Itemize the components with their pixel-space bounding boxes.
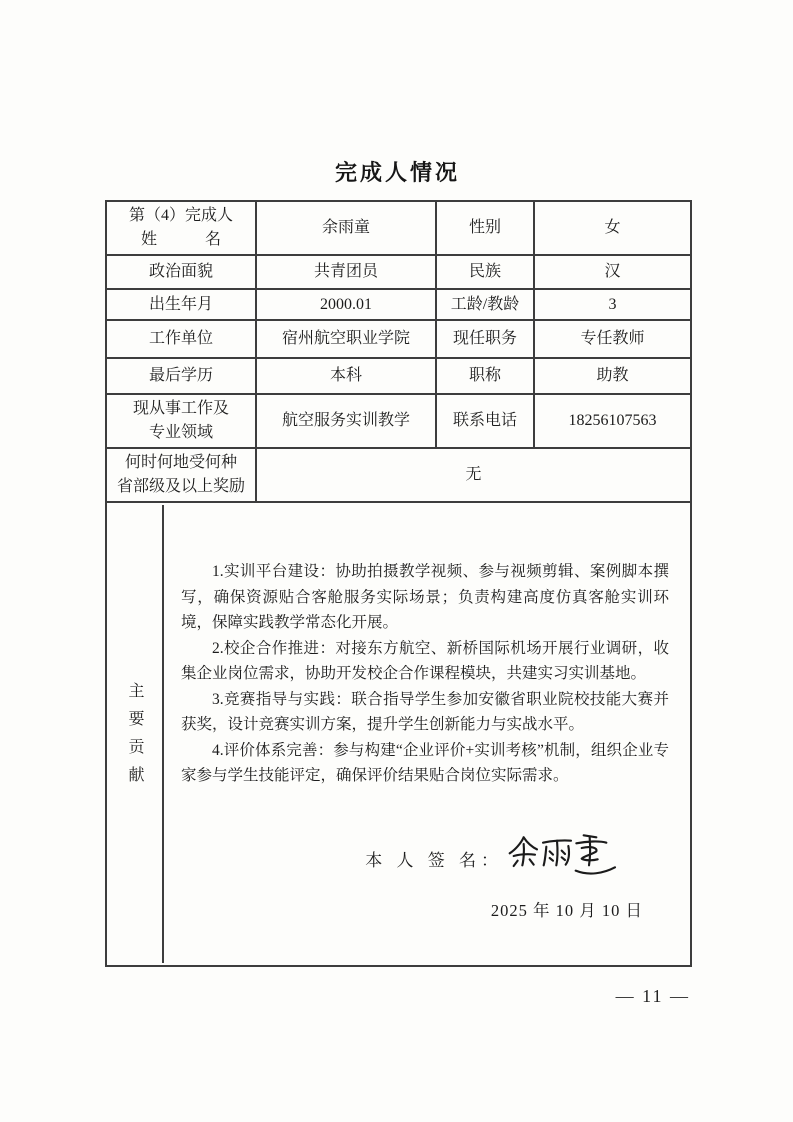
field-value-ethnicity: 汉 [534, 255, 691, 289]
field-label-completer-name: 第（4）完成人 姓 名 [106, 201, 256, 255]
field-value-name: 余雨童 [256, 201, 436, 255]
field-label-ethnicity: 民族 [436, 255, 534, 289]
field-value-current-work-field: 航空服务实训教学 [256, 394, 436, 448]
page-number: — 11 — [615, 986, 690, 1006]
signature-label: 本 人 签 名： [365, 851, 503, 871]
field-label-current-position: 现任职务 [436, 320, 534, 358]
table-row [106, 255, 691, 289]
main-contributions-text [164, 505, 686, 963]
contribution-paragraph: 3.竞赛指导与实践：联合指导学生参加安徽省职业院校技能大赛并获奖，设计竞赛实训方案，提升学生创新能力与实战水平。 [181, 690, 669, 733]
field-label-gender: 性别 [436, 201, 534, 255]
field-value-employer: 宿州航空职业学院 [256, 320, 436, 358]
page-title: 完成人情况 [334, 160, 460, 185]
table-row [106, 448, 691, 502]
field-label-highest-education: 最后学历 [106, 358, 256, 394]
table-row-contributions [106, 502, 691, 966]
field-label-political-status: 政治面貌 [106, 255, 256, 289]
field-label-service-years: 工龄/教龄 [436, 289, 534, 320]
field-label-employer: 工作单位 [106, 320, 256, 358]
table-row [106, 201, 691, 255]
field-label-awards: 何时何地受何种 省部级及以上奖励 [106, 448, 256, 502]
table-row [106, 320, 691, 358]
contribution-paragraph: 4.评价体系完善：参与构建“企业评价+实训考核”机制，组织企业专家参与学生技能评定，确保评价结果贴合岗位实际需求。 [181, 741, 669, 784]
field-value-professional-title: 助教 [534, 358, 691, 394]
field-value-current-position: 专任教师 [534, 320, 691, 358]
field-value-service-years: 3 [534, 289, 691, 320]
field-label-main-contributions: 主要贡献 [111, 505, 164, 963]
field-label-phone: 联系电话 [436, 394, 534, 448]
table-row [106, 358, 691, 394]
field-value-gender: 女 [534, 201, 691, 255]
completer-info-table [105, 200, 692, 967]
field-label-current-work-field: 现从事工作及 专业领域 [106, 394, 256, 448]
field-value-political-status: 共青团员 [256, 255, 436, 289]
signature-row [181, 839, 669, 885]
field-value-awards: 无 [256, 448, 691, 502]
signature-date: 2025 年 10 月 10 日 [490, 900, 643, 920]
field-label-professional-title: 职称 [436, 358, 534, 394]
table-row [106, 394, 691, 448]
contribution-paragraph: 2.校企合作推进：对接东方航空、新桥国际机场开展行业调研，收集企业岗位需求，协助开发校企合作课程模块，共建实习实训基地。 [181, 639, 669, 682]
field-value-birth-date: 2000.01 [256, 289, 436, 320]
field-value-phone: 18256107563 [534, 394, 691, 448]
field-value-highest-education: 本科 [256, 358, 436, 394]
table-row [106, 289, 691, 320]
contribution-paragraph: 1.实训平台建设：协助拍摄教学视频、参与视频剪辑、案例脚本撰写，确保资源贴合客舱服务实际场景；负责构建高度仿真客舱实训环境，保障实践教学常态化开展。 [181, 563, 669, 631]
field-label-birth-date: 出生年月 [106, 289, 256, 320]
handwritten-signature [505, 831, 617, 885]
